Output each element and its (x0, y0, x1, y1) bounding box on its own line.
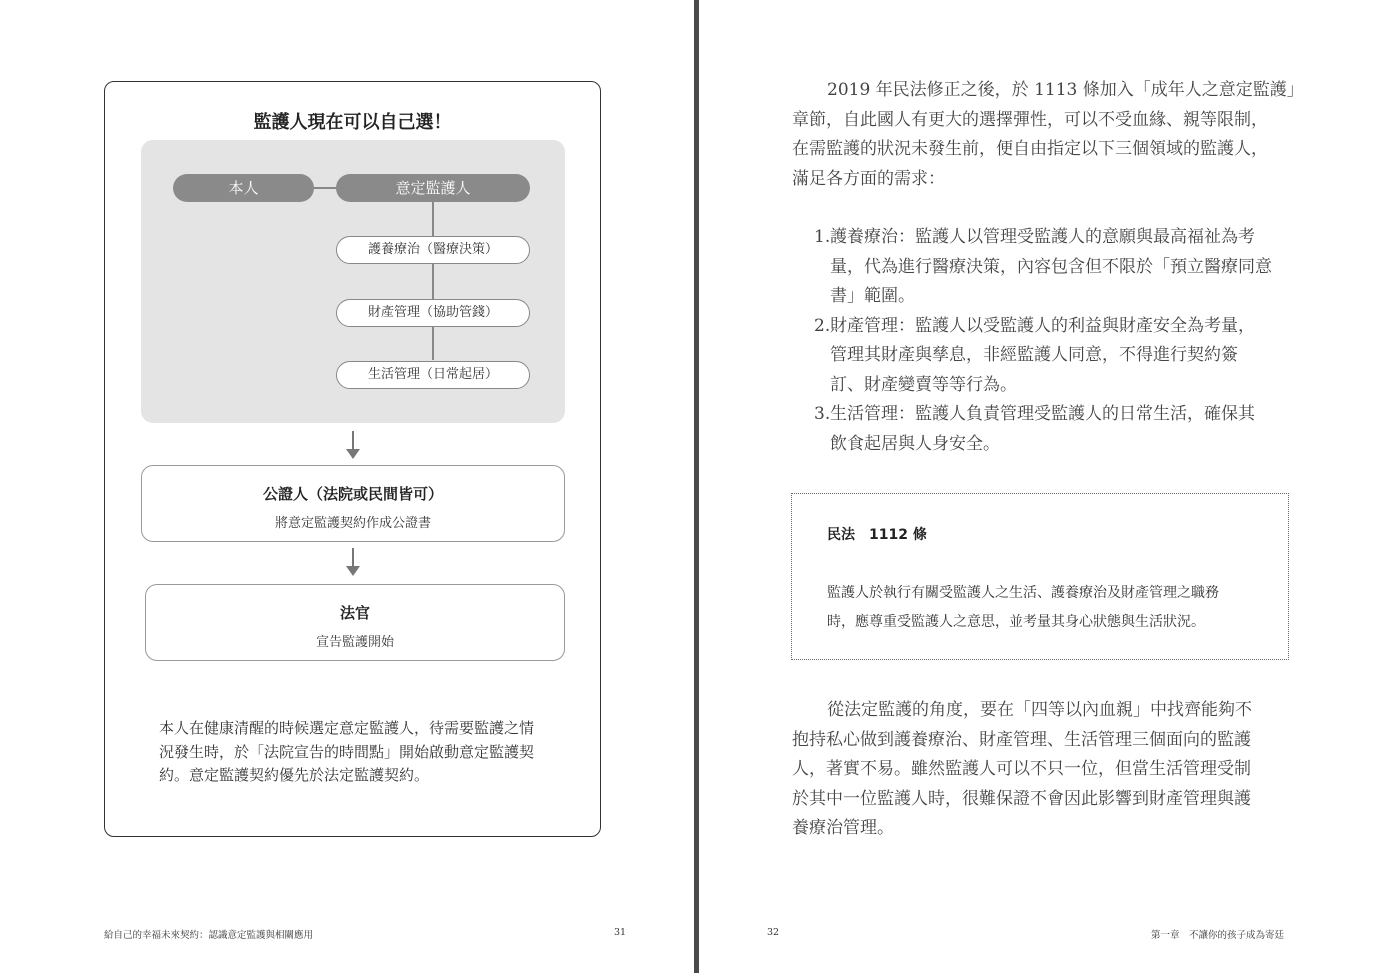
notary-title: 公證人（法院或民間皆可） (262, 485, 443, 503)
domain-node-living: 生活管理（日常起居） (336, 361, 530, 389)
list-line: 飲食起居與人身安全。 (830, 433, 1000, 454)
civil-code-box (791, 493, 1289, 660)
law-title: 民法 1112 條 (827, 527, 927, 543)
guardian-node: 意定監護人 (336, 174, 530, 202)
left-footer-title: 給自己的幸福未來契約：認識意定監護與相關應用 (104, 930, 314, 941)
figure-title: 監護人現在可以自己選！ (253, 112, 452, 133)
paragraph-line: 抱持私心做到護養療治、財產管理、生活管理三個面向的監護 (792, 729, 1251, 750)
person-guardian-connector (314, 187, 336, 189)
domain-node-property: 財產管理（協助管錢） (336, 299, 530, 327)
closing-paragraph (792, 696, 1252, 844)
down-arrow-icon (346, 431, 360, 461)
list-number: 3. (814, 404, 831, 424)
domain-connector (432, 202, 434, 360)
list-number: 2. (814, 315, 831, 336)
notary-step-box (141, 465, 565, 542)
list-line: 生活管理：監護人負責管理受監護人的日常生活，確保其 (830, 404, 1255, 424)
law-line: 監護人於執行有關受監護人之生活、護養療治及財產管理之職務 (827, 585, 1219, 601)
list-line: 護養療治：監護人以管理受監護人的意願與最高福祉為考 (830, 227, 1255, 247)
list-item (814, 400, 1294, 459)
notary-subtitle: 將意定監護契約作成公證書 (274, 516, 431, 531)
caption-line: 約。意定監護契約優先於法定監護契約。 (159, 766, 430, 784)
caption-line: 況發生時，於「法院宣告的時間點」開始啟動意定監護契 (159, 742, 535, 761)
intro-paragraph (792, 76, 1304, 194)
paragraph-line: 章節，自此國人有更大的選擇彈性，可以不受血緣、親等限制， (792, 109, 1268, 130)
list-line: 量，代為進行醫療決策，內容包含但不限於「預立醫療同意 (830, 256, 1272, 277)
paragraph-line: 2019 年民法修正之後，於 1113 條加入「成年人之意定監護」 (827, 80, 1304, 100)
list-item (814, 223, 1294, 312)
judge-title: 法官 (339, 604, 370, 622)
list-line: 財產管理：監護人以受監護人的利益與財產安全為考量， (830, 315, 1255, 336)
caption-line: 本人在健康清醒的時候選定意定監護人，待需要監護之情 (159, 719, 535, 737)
list-number: 1. (814, 227, 831, 247)
guardian-diagram-panel (141, 140, 565, 423)
right-footer-chapter: 第一章 不讓你的孩子成為寄廷 (1151, 930, 1285, 941)
paragraph-line: 在需監護的狀況未發生前，便自由指定以下三個領域的監護人， (792, 139, 1268, 159)
right-page (699, 0, 1391, 973)
figure-caption (159, 717, 559, 788)
paragraph-line: 養療治管理。 (792, 818, 894, 838)
paragraph-line: 滿足各方面的需求： (792, 168, 945, 189)
paragraph-line: 人，著實不易。雖然監護人可以不只一位，但當生活管理受制 (792, 759, 1251, 779)
law-body (827, 579, 1219, 637)
paragraph-line: 從法定監護的角度，要在「四等以內血親」中找齊能夠不 (827, 700, 1252, 720)
paragraph-line: 於其中一位監護人時，很難保證不會因此影響到財產管理與護 (792, 788, 1251, 809)
judge-subtitle: 宣告監護開始 (315, 635, 394, 650)
list-line: 書」範圍。 (830, 286, 915, 306)
person-node: 本人 (173, 174, 314, 202)
law-line: 時，應尊重受監護人之意思，並考量其身心狀態與生活狀況。 (827, 614, 1205, 630)
guardianship-figure (104, 81, 601, 837)
list-line: 訂、財產變賣等等行為。 (830, 374, 1017, 395)
right-page-number: 32 (767, 927, 780, 938)
judge-step-box (145, 584, 565, 661)
down-arrow-icon (346, 548, 360, 578)
list-item (814, 312, 1294, 401)
left-page-number: 31 (614, 927, 627, 938)
left-page (0, 0, 694, 973)
guardian-domain-list (814, 223, 1294, 459)
domain-node-medical: 護養療治（醫療決策） (336, 236, 530, 264)
list-line: 管理其財產與孳息，非經監護人同意，不得進行契約簽 (830, 345, 1238, 365)
